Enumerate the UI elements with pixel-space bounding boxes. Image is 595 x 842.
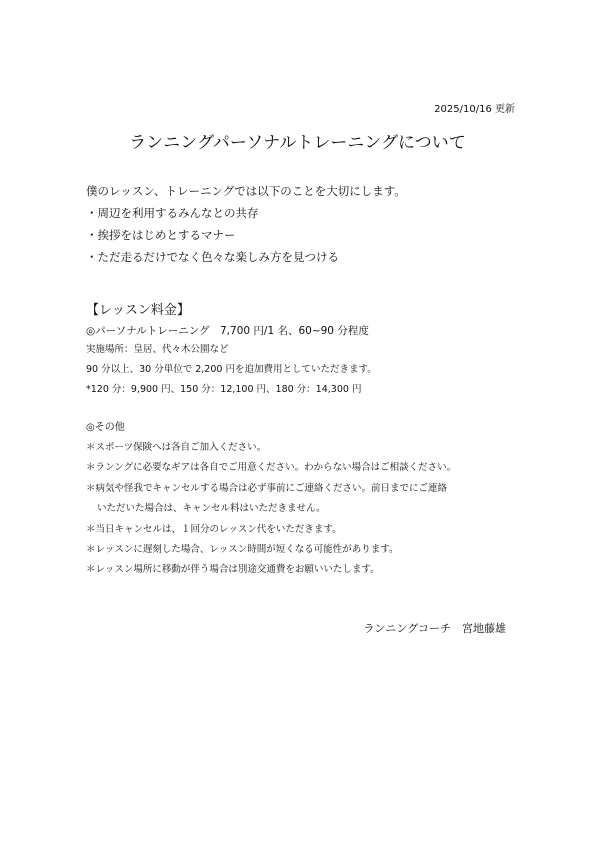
update-date: 2025/10/16 更新 xyxy=(434,104,515,115)
intro-bullet-manners: ・挨拶をはじめとするマナー xyxy=(86,228,236,242)
intro-section xyxy=(86,180,406,268)
intro-lead: 僕のレッスン、トレーニングでは以下のことを大切にします。 xyxy=(86,184,406,198)
note-cancellation: ＊病気や怪我でキャンセルする場合は必ず事前にご連絡ください。前日までにご連絡 xyxy=(86,482,448,494)
lesson-fees-heading: 【レッスン料金】 xyxy=(86,303,190,318)
note-same-day-cancellation: ＊当日キャンセルは、１回分のレッスン代をいただきます。 xyxy=(86,523,342,535)
note-gear: ＊ランングに必要なギアは各自でご用意ください。わからない場合はご相談ください。 xyxy=(86,462,457,474)
note-transport-fee: ＊レッスン場所に移動が伴う場合は別途交通費をお願いいたします。 xyxy=(86,564,380,576)
document-title: ランニングパーソナルトレーニングについて xyxy=(129,133,466,153)
note-insurance: ＊スポーツ保険へは各自ご加入ください。 xyxy=(86,442,267,453)
coach-signature: ランニングコーチ 宮地藤雄 xyxy=(363,622,506,635)
other-notes-section xyxy=(86,418,456,581)
extension-fee: 90 分以上、30 分単位で 2,200 円を追加費用としていただきます。 xyxy=(86,364,377,375)
note-cancellation-continued: いただいた場合は、キャンセル料はいただきません。 xyxy=(97,503,326,515)
other-notes-heading: ◎その他 xyxy=(86,422,125,433)
training-location: 実施場所：皇居、代々木公園など xyxy=(86,344,229,355)
note-late-arrival: ＊レッスンに遅刻した場合、レッスン時間が短くなる可能性があります。 xyxy=(86,544,399,556)
intro-bullet-enjoyment: ・ただ走るだけでなく色々な楽しみ方を見つける xyxy=(86,250,339,264)
lesson-fees-section xyxy=(86,300,377,400)
extension-fee-examples: *120 分：9,900 円、150 分：12,100 円、180 分：14,300 円 xyxy=(86,384,362,395)
intro-bullet-coexistence: ・周辺を利用するみんなとの共存 xyxy=(86,206,259,220)
personal-training-plan: ◎パーソナルトレーニング 7,700 円/1 名、60~90 分程度 xyxy=(86,325,369,337)
